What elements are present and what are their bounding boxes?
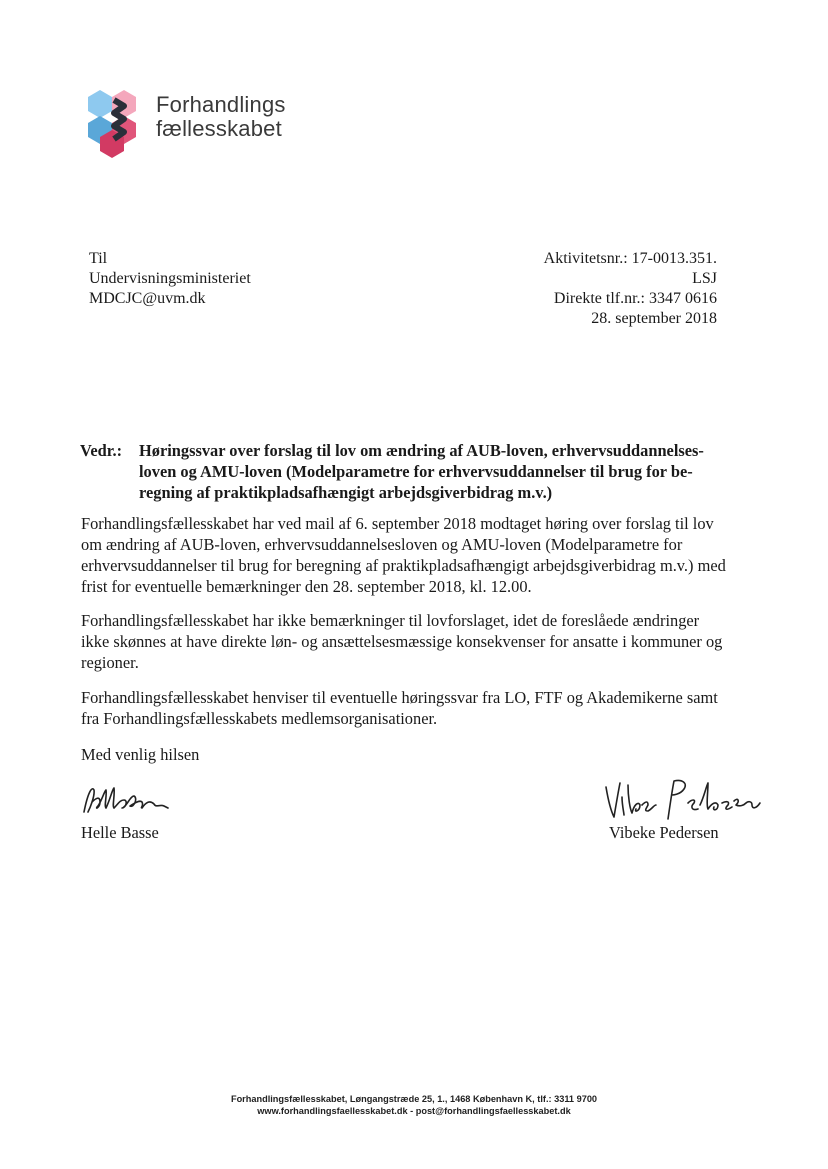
footer xyxy=(0,1093,828,1117)
signature-helle-basse xyxy=(80,782,172,818)
recipient-email: MDCJC@uvm.dk xyxy=(89,290,206,307)
logo-hex-blue-top xyxy=(88,90,112,118)
logo-line-1: Forhandlings xyxy=(156,92,286,117)
subject-label: Vedr.: xyxy=(80,441,123,460)
signer-2-name: Vibeke Pedersen xyxy=(609,823,719,842)
logo-wordmark xyxy=(156,93,286,141)
body-paragraph-1: Forhandlingsfællesskabet har ved mail af 6. september 2018 modtaget høring over forslag til lov om ændring af AUB-loven, erhvervsuddannelsesloven og AMU-loven (Modelparametre for erhvervsuddannelser til brug for beregning af praktikpladsafhængigt arbejdsgiverbidrag m.v.) med frist for eventuelle bemærkninger den 28. september 2018, kl. 12.00. xyxy=(81,514,726,596)
logo-line-2: fællesskabet xyxy=(156,116,282,141)
logo-icon xyxy=(84,86,164,162)
direct-phone: Direkte tlf.nr.: 3347 0616 xyxy=(553,290,717,307)
meta-block xyxy=(544,249,717,329)
initials: LSJ xyxy=(692,270,717,287)
letter-date: 28. september 2018 xyxy=(591,310,717,327)
activity-number: Aktivitetsnr.: 17-0013.351. xyxy=(543,250,717,267)
recipient-name: Undervisningsministeriet xyxy=(89,270,251,287)
subject-text: Høringssvar over forslag til lov om ændring af AUB-loven, erhvervsuddannelses-loven og AMU-loven (Modelparametre for erhvervsuddannelser til brug for be-regning af praktikpladsafhængigt arbejdsgiverbidrag m.v.) xyxy=(139,441,704,502)
signer-1-name: Helle Basse xyxy=(81,823,159,842)
closing-greeting: Med venlig hilsen xyxy=(81,745,200,764)
recipient-to: Til xyxy=(89,250,108,267)
footer-contact: www.forhandlingsfaellesskabet.dk - post@forhandlingsfaellesskabet.dk xyxy=(257,1106,571,1116)
body-paragraph-3: Forhandlingsfællesskabet henviser til eventuelle høringssvar fra LO, FTF og Akademikerne samt fra Forhandlingsfællesskabets medlemsorganisationer. xyxy=(81,688,718,728)
logo-mark xyxy=(84,86,164,162)
recipient-block xyxy=(89,249,251,309)
signature-vibeke-pedersen xyxy=(602,775,762,827)
footer-address: Forhandlingsfællesskabet, Løngangstræde 25, 1., 1468 København K, tlf.: 3311 9700 xyxy=(230,1094,598,1104)
subject-block xyxy=(80,440,728,503)
body-paragraph-2: Forhandlingsfællesskabet har ikke bemærkninger til lovforslaget, idet de foreslåede ændringer ikke skønnes at have direkte løn- og ansættelsesmæssige konsekvenser for ansatte i kommuner og regioner. xyxy=(81,611,723,672)
handwritten-signature-icon xyxy=(602,775,762,827)
handwritten-signature-icon xyxy=(80,782,172,818)
